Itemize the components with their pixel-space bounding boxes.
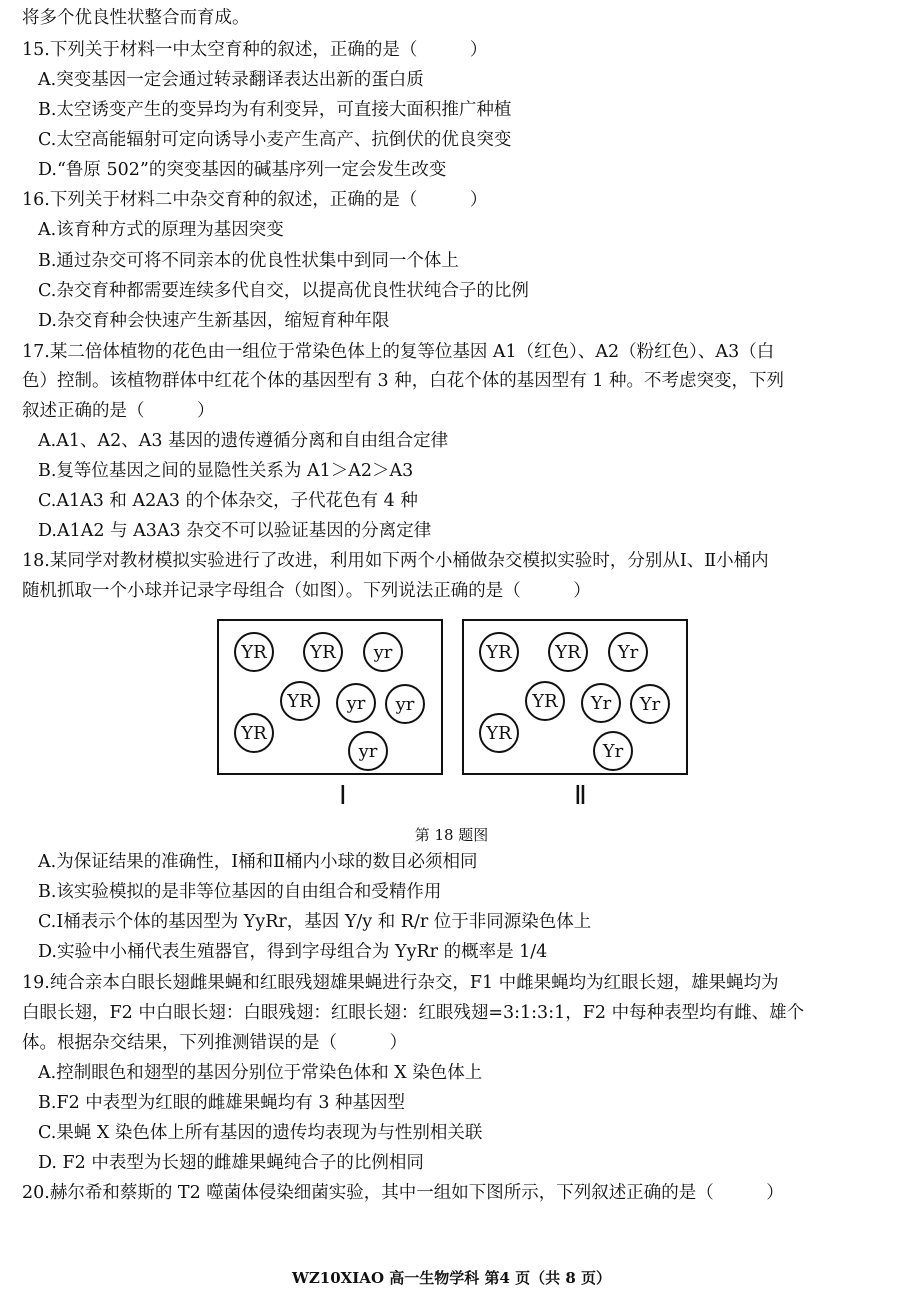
bucket-2-ball: Yr: [593, 731, 633, 771]
bucket-1-ball: YR: [280, 681, 320, 721]
bucket-2-ball: YR: [548, 632, 588, 672]
q17-option-a: A.A1、A2、A3 基因的遗传遵循分离和自由组合定律: [38, 431, 449, 451]
q15-stem: 15.下列关于材料一中太空育种的叙述，正确的是（ ）: [22, 40, 488, 60]
q17-option-b: B.复等位基因之间的显隐性关系为 A1＞A2＞A3: [38, 461, 414, 481]
q15-option-d: D.“鲁原 502”的突变基因的碱基序列一定会发生改变: [38, 160, 447, 180]
q18-stem-line-1: 18.某同学对教材模拟实验进行了改进，利用如下两个小桶做杂交模拟实验时，分别从Ⅰ、Ⅱ小桶内: [22, 551, 769, 571]
q19-option-d: D. F2 中表型为长翅的雌雄果蝇纯合子的比例相同: [38, 1153, 424, 1173]
intro-line: 将多个优良性状整合而育成。: [22, 8, 250, 28]
q16-option-b: B.通过杂交可将不同亲本的优良性状集中到同一个体上: [38, 251, 459, 271]
q19-stem-line-1: 19.纯合亲本白眼长翅雌果蝇和红眼残翅雄果蝇进行杂交，F1 中雌果蝇均为红眼长翅，雄果蝇均为: [22, 973, 779, 993]
q19-option-c: C.果蝇 X 染色体上所有基因的遗传均表现为与性别相关联: [38, 1123, 483, 1143]
bucket-2-ball: Yr: [581, 683, 621, 723]
bucket-2-ball: YR: [479, 632, 519, 672]
q15-option-c: C.太空高能辐射可定向诱导小麦产生高产、抗倒伏的优良突变: [38, 130, 512, 150]
q19-stem-line-2: 白眼长翅，F2 中白眼长翅：白眼残翅：红眼长翅：红眼残翅=3:1:3:1，F2 中每种表型均有雌、雄个: [22, 1003, 805, 1023]
bucket-1-ball: yr: [385, 684, 425, 724]
q20-stem: 20.赫尔希和蔡斯的 T2 噬菌体侵染细菌实验，其中一组如下图所示，下列叙述正确的是（ ）: [22, 1183, 784, 1203]
bucket-1-label: Ⅰ: [339, 781, 347, 810]
q17-stem-line-3: 叙述正确的是（ ）: [22, 401, 215, 421]
q18-stem-line-2: 随机抓取一个小球并记录字母组合（如图）。下列说法正确的是（ ）: [22, 581, 591, 601]
q18-option-c: C.Ⅰ桶表示个体的基因型为 YyRr，基因 Y/y 和 R/r 位于非同源染色体上: [38, 912, 592, 932]
figure-caption: 第 18 题图: [414, 826, 489, 844]
q17-option-c: C.A1A3 和 A2A3 的个体杂交，子代花色有 4 种: [38, 491, 418, 511]
q17-option-d: D.A1A2 与 A3A3 杂交不可以验证基因的分离定律: [38, 521, 432, 541]
q18-figure: [217, 619, 690, 819]
q18-option-d: D.实验中小桶代表生殖器官，得到字母组合为 YyRr 的概率是 1/4: [38, 942, 548, 962]
q16-option-c: C.杂交育种都需要连续多代自交，以提高优良性状纯合子的比例: [38, 281, 529, 301]
bucket-2-ball: Yr: [630, 684, 670, 724]
page-footer: WZ10XIAO 高一生物学科 第4 页（共 8 页）: [291, 1269, 611, 1287]
q19-option-a: A.控制眼色和翅型的基因分别位于常染色体和 X 染色体上: [38, 1063, 483, 1083]
q19-stem-line-3: 体。根据杂交结果，下列推测错误的是（ ）: [22, 1033, 407, 1053]
q15-option-a: A.突变基因一定会通过转录翻译表达出新的蛋白质: [38, 70, 424, 90]
q16-option-a: A.该育种方式的原理为基因突变: [38, 220, 284, 240]
q15-option-b: B.太空诱变产生的变异均为有利变异，可直接大面积推广种植: [38, 100, 512, 120]
bucket-2-ball: YR: [479, 713, 519, 753]
bucket-1-ball: YR: [303, 632, 343, 672]
q18-option-a: A.为保证结果的准确性，Ⅰ桶和Ⅱ桶内小球的数目必须相同: [38, 852, 478, 872]
q16-stem: 16.下列关于材料二中杂交育种的叙述，正确的是（ ）: [22, 190, 488, 210]
bucket-2-ball: YR: [525, 681, 565, 721]
bucket-2: [462, 619, 688, 775]
bucket-1: [217, 619, 443, 775]
bucket-1-ball: YR: [234, 713, 274, 753]
bucket-1-ball: YR: [234, 632, 274, 672]
bucket-2-ball: Yr: [608, 632, 648, 672]
q17-stem-line-2: 色）控制。该植物群体中红花个体的基因型有 3 种，白花个体的基因型有 1 种。不考虑突变，下列: [22, 371, 785, 391]
q17-stem-line-1: 17.某二倍体植物的花色由一组位于常染色体上的复等位基因 A1（红色）、A2（粉红色）、A3（白: [22, 342, 775, 362]
bucket-1-ball: yr: [348, 731, 388, 771]
bucket-2-label: Ⅱ: [574, 781, 587, 810]
q19-option-b: B.F2 中表型为红眼的雌雄果蝇均有 3 种基因型: [38, 1093, 406, 1113]
q16-option-d: D.杂交育种会快速产生新基因，缩短育种年限: [38, 311, 390, 331]
bucket-1-ball: yr: [363, 632, 403, 672]
bucket-1-ball: yr: [336, 683, 376, 723]
q18-option-b: B.该实验模拟的是非等位基因的自由组合和受精作用: [38, 882, 442, 902]
